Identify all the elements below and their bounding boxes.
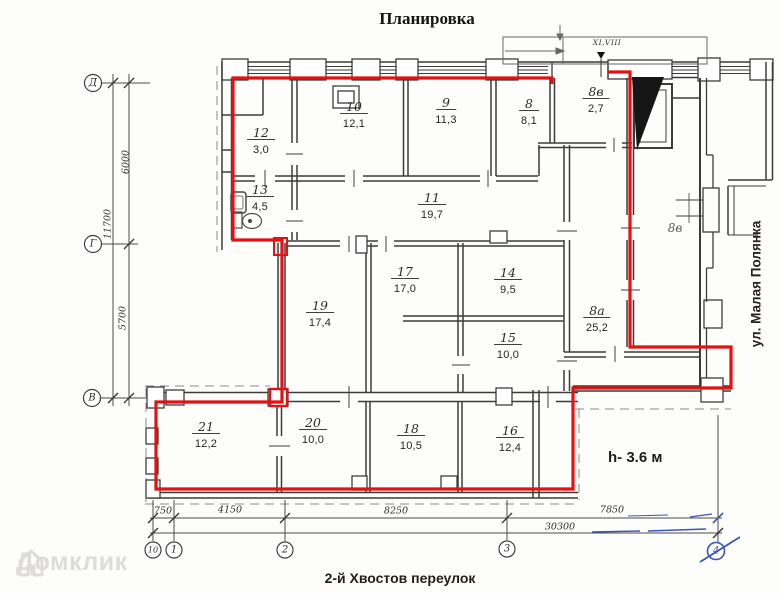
page-title: Планировка: [379, 9, 475, 28]
room-label-19: 19 17,4: [306, 297, 334, 329]
upper-block-walls: [222, 62, 731, 400]
room-label-20: 20 10,0: [299, 414, 327, 446]
street-right-label: ул. Малая Полянка: [748, 220, 764, 348]
axis-label-1: 1: [170, 544, 178, 556]
ceiling-height-note: h- 3.6 м: [608, 449, 663, 466]
room-label-9: 9 11,3: [435, 95, 457, 126]
red-outline-path: [156, 72, 731, 489]
room-label-13: 13 4,5: [246, 181, 274, 213]
axis-label-v: В: [88, 392, 96, 404]
domclick-house-icon: [16, 548, 46, 578]
watermark-brand: Домклик: [16, 548, 128, 576]
street-bottom-label: 2-й Хвостов переулок: [324, 570, 476, 586]
room-label-8v-big: 8в: [667, 221, 683, 235]
stairs-wedge: [632, 77, 664, 150]
room-label-17: 17 17,0: [391, 263, 419, 295]
dim-750: 750: [153, 505, 173, 517]
axis-label-2: 2: [281, 544, 289, 556]
dim-7850: 7850: [599, 504, 625, 516]
room-label-12: 12 3,0: [247, 124, 275, 156]
axis-label-d: Д: [88, 77, 98, 89]
dim-30300: 30300: [544, 521, 576, 533]
watermark: [16, 548, 128, 577]
axis-label-10: 10: [147, 545, 159, 555]
room-label-21: 21 12,2: [192, 418, 220, 450]
dim-6000: 6000: [120, 149, 132, 175]
dim-5700: 5700: [117, 305, 129, 331]
entrance-mark-label: XI,VIII: [592, 38, 622, 47]
room-label-18: 18 10,5: [397, 420, 425, 452]
dim-8250: 8250: [383, 505, 409, 517]
room-label-8v-small: 8в 2,7: [582, 83, 609, 115]
room-label-10: 10 12,1: [340, 98, 368, 130]
axis-label-g: Г: [89, 238, 97, 250]
red-outline: [156, 72, 731, 489]
axis-label-3: 3: [503, 543, 511, 555]
room-label-15: 15 10,0: [494, 329, 522, 361]
room-label-16: 16 12,4: [496, 422, 524, 454]
room-label-8: 8 8,1: [519, 95, 539, 127]
room-label-11: 11 19,7: [418, 189, 446, 221]
axis-label-4: 4: [712, 545, 720, 557]
dim-11700: 11700: [102, 208, 114, 240]
entrance-callout: [503, 25, 707, 77]
toilet-icon: [233, 212, 262, 229]
room-label-14: 14 9,5: [494, 264, 522, 296]
dim-4150: 4150: [217, 504, 243, 516]
door-ticks: [265, 138, 640, 446]
room-label-8a: 8а 25,2: [583, 302, 610, 334]
